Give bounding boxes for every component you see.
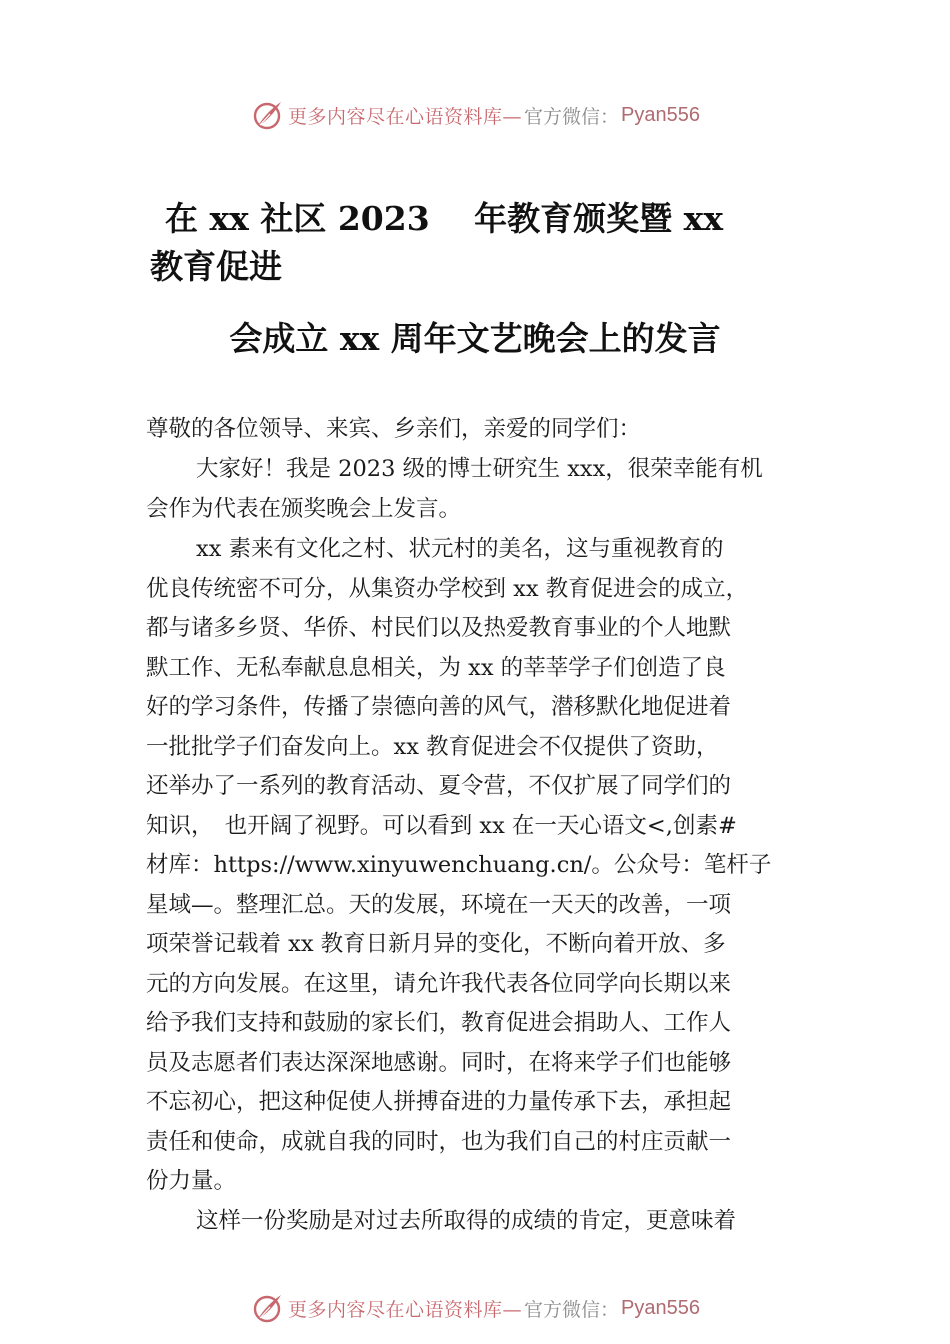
salutation [146,410,826,450]
paragraph-line: 元的方向发展。在这里，请允许我代表各位同学向长期以来 [146,970,732,997]
paragraph-line: 都与诸多乡贤、华侨、村民们以及热爱教育事业的个人地默 [146,615,732,641]
paragraph-line: 员及志愿者们表达深深地感谢。同时，在将来学子们也能够 [146,1049,732,1076]
document-title-line-3: 会成立 xx 周年文艺晚会上的发言 [229,319,721,358]
paragraph-line: 大家好！我是 2023 级的博士研究生 xxx，很荣幸能有机 [196,456,763,482]
paragraph-line: 好的学习条件，传播了崇德向善的风气，潜移默化地促进着 [146,694,732,720]
paragraph-line: 份力量。 [146,1168,237,1194]
paragraph-line: 一批批学子们奋发向上。xx 教育促进会不仅提供了资助， [146,733,719,760]
paragraph-line: 知识， 也开阔了视野。可以看到 xx 在一天心语文<,创素# [146,812,737,839]
paragraph-line: 优良传统密不可分，从集资办学校到 xx 教育促进会的成立， [146,575,749,602]
paragraph-3 [146,1202,826,1242]
banner-wechat-id: Pyan556 [621,1296,700,1319]
paragraph-2 [146,530,826,1202]
banner-wechat-label: 官方微信： [524,105,620,128]
feather-pen-circle-icon [250,98,284,132]
banner-wechat-label: 官方微信： [524,1298,620,1321]
paragraph-line: 默工作、无私奉献息息相关，为 xx 的莘莘学子们创造了良 [146,654,726,681]
footer-banner [0,1288,950,1328]
banner-text: 更多内容尽在心语资料库— [288,105,523,128]
paragraph-1 [146,450,826,529]
paragraph-line: 材库：https://www.xinyuwenchuang.cn/。公众号：笔杆子 [146,852,772,878]
paragraph-line: 星域—。整理汇总。天的发展，环境在一天天的改善，一项 [146,891,732,918]
paragraph-line: 会作为代表在颁奖晚会上发言。 [146,495,462,522]
banner-text: 更多内容尽在心语资料库— [288,1298,523,1321]
paragraph-line: 给予我们支持和鼓励的家长们，教育促进会捐助人、工作人 [146,1010,732,1036]
paragraph-line: xx 素来有文化之村、状元村的美名，这与重视教育的 [196,536,724,562]
header-banner [0,95,950,135]
salutation-line: 尊敬的各位领导、来宾、乡亲们，亲爱的同学们： [146,416,642,442]
paragraph-line: 不忘初心，把这种促使人拼搏奋进的力量传承下去，承担起 [146,1089,732,1115]
paragraph-line: 这样一份奖励是对过去所取得的成绩的肯定，更意味着 [196,1208,737,1234]
paragraph-line: 项荣誉记载着 xx 教育日新月异的变化，不断向着开放、多 [146,931,726,957]
document-title-line-1: 在 xx 社区 2023 年教育颁奖暨 xx [165,199,723,238]
banner-wechat-id: Pyan556 [621,103,700,126]
feather-pen-circle-icon [250,1291,284,1325]
document-title-line-2: 教育促进 [150,247,282,286]
paragraph-line: 责任和使命，成就自我的同时，也为我们自己的村庄贡献一 [146,1128,732,1155]
paragraph-line: 还举办了一系列的教育活动、夏令营，不仅扩展了同学们的 [146,773,732,799]
